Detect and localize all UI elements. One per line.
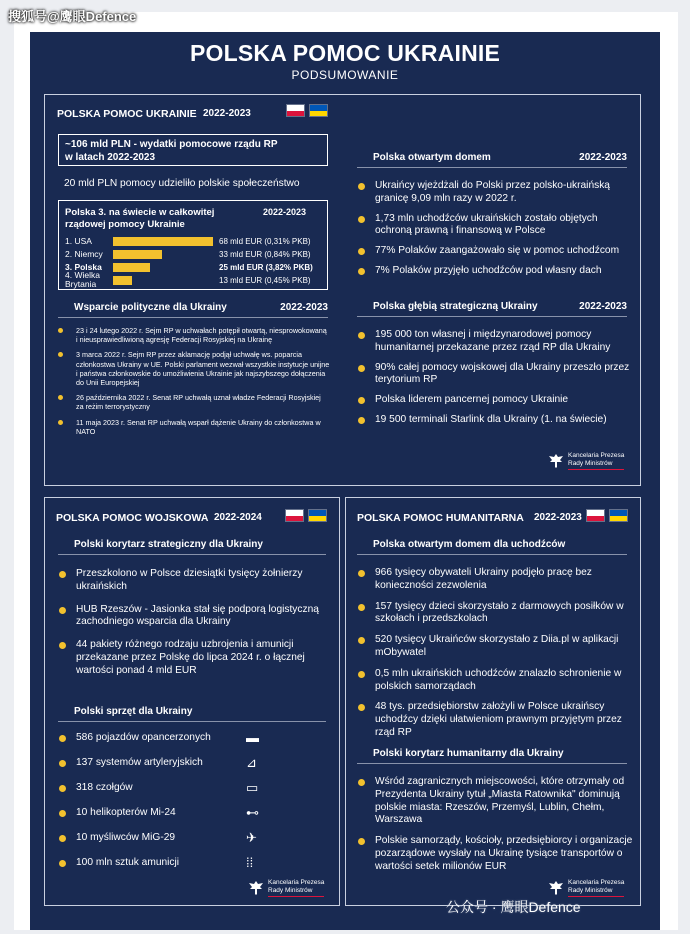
political-support-years: 2022-2023 [280, 302, 328, 313]
kprm-logo-text [568, 452, 624, 470]
list-item: Ukraińcy wjeżdżali do Polski przez polsko-ukraińską granicę 9,09 mln razy w 2022 r. [355, 180, 635, 206]
poland-flag-icon [586, 509, 605, 522]
military-heading: POLSKA POMOC WOJSKOWA [56, 512, 209, 524]
ranking-value: 13 mld EUR (0,45% PKB) [219, 275, 311, 285]
eagle-emblem-icon [548, 880, 564, 896]
summary-years: 2022-2023 [203, 108, 251, 119]
humanitarian-years: 2022-2023 [534, 512, 582, 523]
poland-flag-icon [286, 104, 305, 117]
strategic-depth-header [357, 301, 627, 317]
equipment-text: 100 mln sztuk amunicji [76, 857, 180, 868]
equipment-list [56, 732, 326, 882]
humanitarian-heading: POLSKA POMOC HUMANITARNA [357, 512, 524, 524]
ranking-box [58, 200, 328, 290]
refugees-header [357, 539, 627, 555]
ranking-row [65, 270, 313, 289]
page-title: POLSKA POMOC UKRAINIE [189, 40, 501, 66]
ranking-country: 4. Wielka Brytania [65, 270, 100, 289]
list-item [56, 732, 326, 757]
list-item: 0,5 mln ukraińskich uchodźców znalazło schronienie w polskich samorządach [355, 668, 635, 694]
equipment-title: Polski sprzęt dla Ukrainy [74, 706, 193, 717]
military-corridor-list [56, 568, 326, 678]
list-item: 48 tys. przedsiębiorstw założyli w Polsce ukraińscy uchodźcy dzięki ułatwieniom prawnym przyjętym przez rząd RP [355, 701, 635, 739]
kprm-logo [248, 879, 324, 897]
list-item: 77% Polaków zaangażowało się w pomoc uchodźcom [355, 245, 635, 258]
ammunition-icon: ⁞⁞ [246, 855, 254, 870]
poland-flag-icon [285, 509, 304, 522]
list-item: 3 marca 2022 r. Sejm RP przez aklamację podjął uchwałę ws. poparcia członkostwa Ukrainy w UE. Polski parlament wezwał wszystkie instytucje unijne i państwa członkowskie do umożliwienia Ukrainie jak najszybszego dołączenia do Unii Europejskiej [56, 350, 330, 387]
political-support-title: Wsparcie polityczne dla Ukrainy [74, 302, 227, 313]
ranking-row [65, 248, 313, 260]
ranking-country: 1. USA [65, 235, 92, 246]
strategic-depth-years: 2022-2023 [579, 301, 627, 312]
ranking-country: 3. Polska [65, 261, 102, 272]
political-support-header [58, 302, 328, 318]
open-home-title: Polska otwartym domem [373, 152, 491, 163]
kprm-logo [548, 452, 624, 470]
list-item: 966 tysięcy obywateli Ukrainy podjęło pracę bez konieczności zezwolenia [355, 567, 635, 593]
ranking-value: 68 mld EUR (0,31% PKB) [219, 236, 311, 246]
military-years: 2022-2024 [214, 512, 262, 523]
list-item: 520 tysięcy Ukraińców skorzystało z Diia.pl w aplikacji mObywatel [355, 634, 635, 660]
kprm-logo [548, 879, 624, 897]
ranking-title-line2: rządowej pomocy Ukrainie [65, 219, 185, 230]
list-item: HUB Rzeszów - Jasionka stał się podporą logistyczną zachodniego wsparcia dla Ukrainy [56, 604, 326, 630]
list-item: Przeszkolono w Polsce dziesiątki tysięcy żołnierzy ukraińskich [56, 568, 326, 594]
open-home-header [357, 152, 627, 168]
list-item: 26 października 2022 r. Senat RP uchwałą uznał władze Federacji Rosyjskiej za reżim terrorystyczny [56, 393, 330, 411]
list-item [56, 807, 326, 832]
ranking-value: 25 mld EUR (3,82% PKB) [219, 262, 313, 272]
open-home-years: 2022-2023 [579, 152, 627, 163]
list-item [56, 782, 326, 807]
watermark-top: 搜狐号@鹰眼Defence [8, 9, 137, 24]
equipment-text: 586 pojazdów opancerzonych [76, 732, 211, 743]
humanitarian-corridor-header [357, 748, 627, 764]
equipment-text: 318 czołgów [76, 782, 133, 793]
ranking-bar [113, 237, 213, 246]
ranking-bar-chart [65, 235, 313, 287]
ukraine-flag-icon [609, 509, 628, 522]
ranking-title-line1: Polska 3. na świecie w całkowitej [65, 207, 215, 218]
spending-line-2: w latach 2022-2023 [65, 152, 156, 163]
military-corridor-header [58, 539, 326, 555]
list-item [56, 832, 326, 857]
ranking-country: 2. Niemcy [65, 248, 103, 259]
ukraine-flag-icon [308, 509, 327, 522]
helicopter-icon: ⊷ [246, 805, 259, 820]
ranking-years: 2022-2023 [263, 207, 307, 217]
tank-icon: ▭ [246, 780, 259, 795]
kprm-logo-text [268, 879, 324, 897]
logo-line2: Rady Ministrów [568, 460, 613, 467]
ranking-value: 33 mld EUR (0,84% PKB) [219, 249, 311, 259]
ranking-bar [113, 263, 150, 272]
strategic-depth-list [355, 329, 635, 427]
list-item: 1,73 mln uchodźców ukraińskich zostało objętych ochroną prawną i finansową w Polsce [355, 213, 635, 239]
strategic-depth-title: Polska głębią strategiczną Ukrainy [373, 301, 538, 312]
list-item [56, 757, 326, 782]
watermark-bottom: 公众号 · 鹰眼Defence [446, 899, 581, 915]
humanitarian-flags [586, 509, 628, 522]
ranking-row [65, 235, 313, 247]
political-support-list [56, 326, 330, 436]
humanitarian-corridor-title: Polski korytarz humanitarny dla Ukrainy [373, 748, 564, 759]
list-item: 195 000 ton własnej i międzynarodowej pomocy humanitarnej przekazane przez rząd RP dla Ukrainy [355, 329, 635, 355]
refugees-title: Polska otwartym domem dla uchodźców [373, 539, 566, 550]
list-item: 90% całej pomocy wojskowej dla Ukrainy przeszło przez terytorium RP [355, 362, 635, 388]
equipment-text: 137 systemów artyleryjskich [76, 757, 203, 768]
list-item: 23 i 24 lutego 2022 r. Sejm RP w uchwałach potępił otwartą, niesprowokowaną i nieusprawiedliwioną agresję Federacji Rosyjskiej na Ukrainę [56, 326, 330, 344]
society-aid-text: 20 mld PLN pomocy udzieliło polskie społeczeństwo [64, 178, 300, 189]
logo-line1: Kancelaria Prezesa [568, 452, 625, 459]
armored-vehicle-icon: ▬ [246, 730, 259, 745]
summary-flags [286, 104, 328, 117]
list-item: 44 pakiety różnego rodzaju uzbrojenia i amunicji przekazane przez Polskę do lipca 2024 r. o łącznej wartości ponad 4 mld EUR [56, 639, 326, 677]
ukraine-flag-icon [309, 104, 328, 117]
fighter-jet-icon: ✈ [246, 830, 257, 845]
government-spending-box [58, 134, 328, 166]
spending-line-1: ~106 mld PLN - wydatki pomocowe rządu RP [65, 139, 278, 150]
ranking-title [65, 207, 214, 231]
logo-line2: Rady Ministrów [268, 887, 313, 894]
ranking-bar [113, 250, 162, 259]
logo-line1: Kancelaria Prezesa [568, 879, 625, 886]
list-item: Polskie samorządy, kościoły, przedsiębiorcy i organizacje pozarządowe wysłały na Ukrainę tysiące transportów o wartości setek milionów EUR [355, 835, 635, 873]
humanitarian-corridor-list [355, 776, 635, 874]
summary-heading: POLSKA POMOC UKRAINIE [57, 108, 197, 120]
list-item: 157 tysięcy dzieci skorzystało z darmowych posiłków w szkołach i przedszkolach [355, 601, 635, 627]
page-subtitle: PODSUMOWANIE [291, 68, 399, 82]
eagle-emblem-icon [248, 880, 264, 896]
kprm-logo-text [568, 879, 624, 897]
eagle-emblem-icon [548, 453, 564, 469]
equipment-text: 10 helikopterów Mi-24 [76, 807, 176, 818]
open-home-list [355, 180, 635, 278]
list-item: 19 500 terminali Starlink dla Ukrainy (1. na świecie) [355, 414, 635, 427]
list-item: Polska liderem pancernej pomocy Ukrainie [355, 394, 635, 407]
refugees-list [355, 567, 635, 740]
logo-line2: Rady Ministrów [568, 887, 613, 894]
ranking-bar [113, 276, 132, 285]
military-corridor-title: Polski korytarz strategiczny dla Ukrainy [74, 539, 263, 550]
military-flags [285, 509, 327, 522]
list-item: Wśród zagranicznych miejscowości, które otrzymały od Prezydenta Ukrainy tytuł „Miasta Ratownika" dominują polskie miasta: Rzeszów, Przemyśl, Lublin, Chełm, Warszawa [355, 776, 635, 827]
equipment-header [58, 706, 326, 722]
list-item: 11 maja 2023 r. Senat RP uchwałą wsparł dążenie Ukrainy do członkostwa w NATO [56, 418, 330, 436]
artillery-icon: ⊿ [246, 755, 257, 770]
equipment-text: 10 myśliwców MiG-29 [76, 832, 176, 843]
list-item: 7% Polaków przyjęło uchodźców pod własny dach [355, 265, 635, 278]
logo-line1: Kancelaria Prezesa [268, 879, 325, 886]
